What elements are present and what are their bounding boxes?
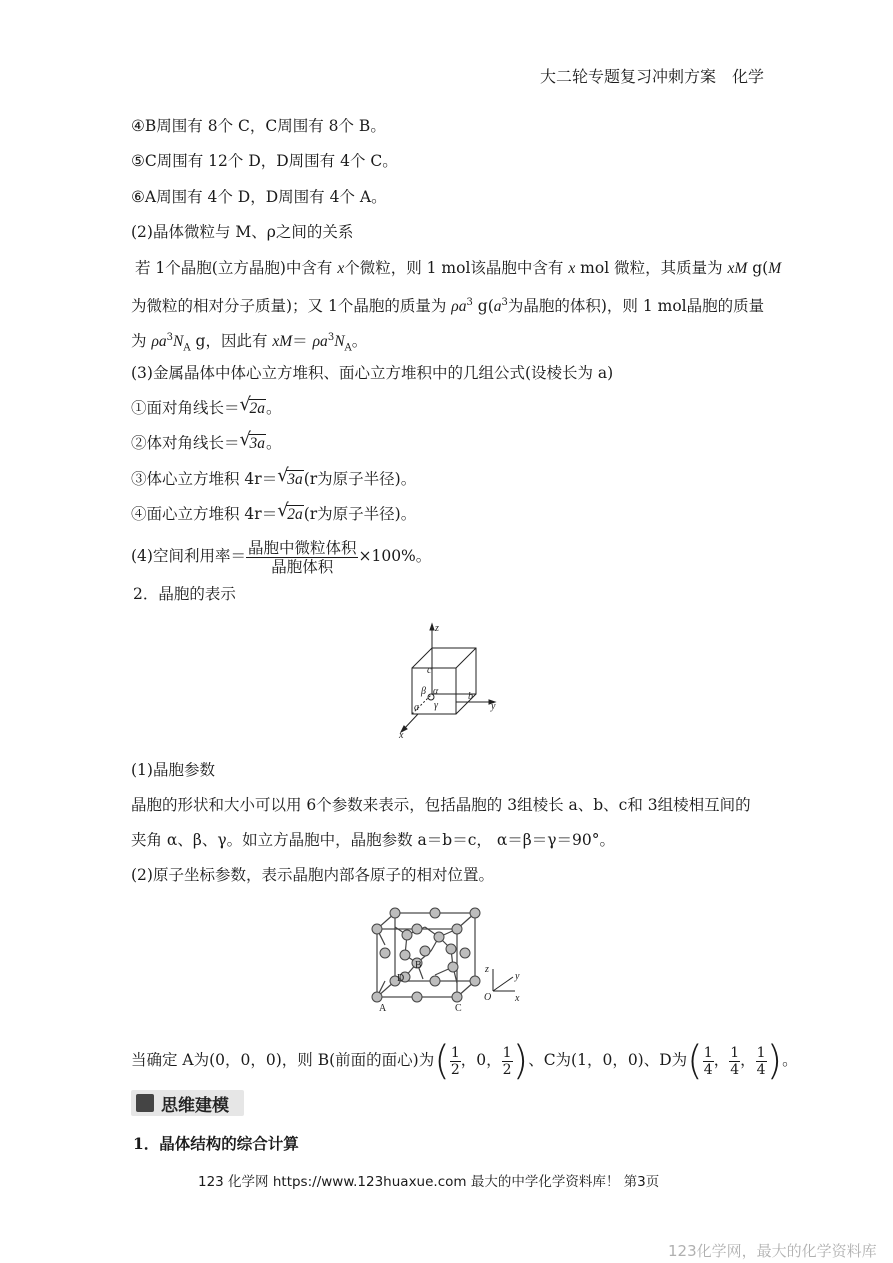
formula-3: ③体心立方堆积 4r＝ √ 3a(r为原子半径)。: [131, 465, 417, 488]
unit-cell-figure: [395, 620, 505, 740]
fig2-y-label: y: [515, 971, 520, 982]
page-header: 大二轮专题复习冲刺方案 化学: [540, 67, 765, 86]
fig1-beta-label: β: [421, 686, 426, 697]
thinking-badge: [131, 1090, 244, 1116]
page-footer: 123 化学网 https://www.123huaxue.com 最大的中学化学资料库！ 第3页: [198, 1174, 660, 1190]
formula-1: ①面对角线长＝ √ 2a。: [131, 394, 282, 417]
item-6: ⑥A周围有 4个 D，D周围有 4个 A。: [131, 188, 387, 206]
watermark: 123化学网，最大的化学资料库: [668, 1242, 877, 1260]
fig1-z-label: z: [435, 623, 439, 634]
thinking-item-1: 1．晶体结构的综合计算: [133, 1134, 299, 1153]
thinking-badge-label: 思维建模: [161, 1096, 229, 1116]
item-5: ⑤C周围有 12个 D，D周围有 4个 C。: [131, 152, 398, 170]
fig2-O-label: O: [484, 992, 492, 1003]
fig1-y-label: y: [491, 701, 496, 712]
formula-2: ②体对角线长＝ √ 3a。: [131, 429, 282, 452]
coord-line: 当确定 A为(0，0，0)，则 B(前面的面心)为( $\frac{1}{2}$ ，0， $\frac{1}{2}$ )、C为(1，0，0)、D为( $\frac{1}{4}$ ， $\frac{1}{4}$ ， $\frac{1}{4}$ )。: [131, 1038, 798, 1084]
fig2-A-label: A: [379, 1003, 387, 1014]
fig2-x-label: x: [515, 993, 520, 1004]
crystal-cell-figure: [365, 905, 530, 1015]
relation-line-3: 为 $\rho a^3N_A$ g，因此有 $xM= \rho a^3N_A$。: [131, 332, 368, 354]
item-4: ④B周围有 8个 C，C周围有 8个 B。: [131, 117, 386, 135]
fig1-x-label: x: [399, 730, 404, 740]
relation-line-1: 若 1个晶胞(立方晶胞)中含有 x个微粒，则 1 mol该晶胞中含有 x mol 微粒，其质量为 xM g(M: [135, 259, 782, 277]
fig2-C-label: C: [455, 1003, 462, 1014]
fig1-c-label: c: [427, 665, 432, 676]
relation-line-2: 为微粒的相对分子质量)；又 1个晶胞的质量为 $\rho a^3$ $g(a^3$为晶胞的体积)，则 1 mol晶胞的质量: [131, 297, 765, 316]
fig2-B-label: B: [415, 960, 422, 971]
params-heading: (1)晶胞参数: [131, 761, 215, 779]
formula-4: ④面心立方堆积 4r＝ √ 2a(r为原子半径)。: [131, 500, 417, 523]
fig1-a-label: a: [414, 702, 419, 713]
section2-heading: 2．晶胞的表示: [133, 585, 236, 603]
fig2-z-label: z: [485, 964, 489, 975]
params-line-2: 夹角 α、β、γ。如立方晶胞中，晶胞参数 a＝b＝c， α＝β＝γ＝90°。: [131, 831, 615, 849]
fig1-gamma-label: γ: [434, 700, 438, 711]
fig2-D-label: D: [397, 973, 405, 984]
formulas-heading: (3)金属晶体中体心立方堆积、面心立方堆积中的几组公式(设棱长为 a): [131, 364, 614, 382]
utilization-formula: (4)空间利用率＝ $\frac{\text{晶胞中微粒体积}}{\text{晶胞体积}}$ ×100%。: [131, 538, 432, 576]
fig1-b-label: b: [468, 691, 473, 702]
fig1-alpha-label: α: [433, 686, 439, 697]
relation-heading: (2)晶体微粒与 M、ρ之间的关系: [131, 223, 354, 241]
coord-heading: (2)原子坐标参数，表示晶胞内部各原子的相对位置。: [131, 866, 494, 884]
params-line-1: 晶胞的形状和大小可以用 6个参数来表示，包括晶胞的 3组棱长 a、b、c和 3组棱相互间的: [131, 796, 751, 814]
book-icon: [136, 1094, 154, 1112]
